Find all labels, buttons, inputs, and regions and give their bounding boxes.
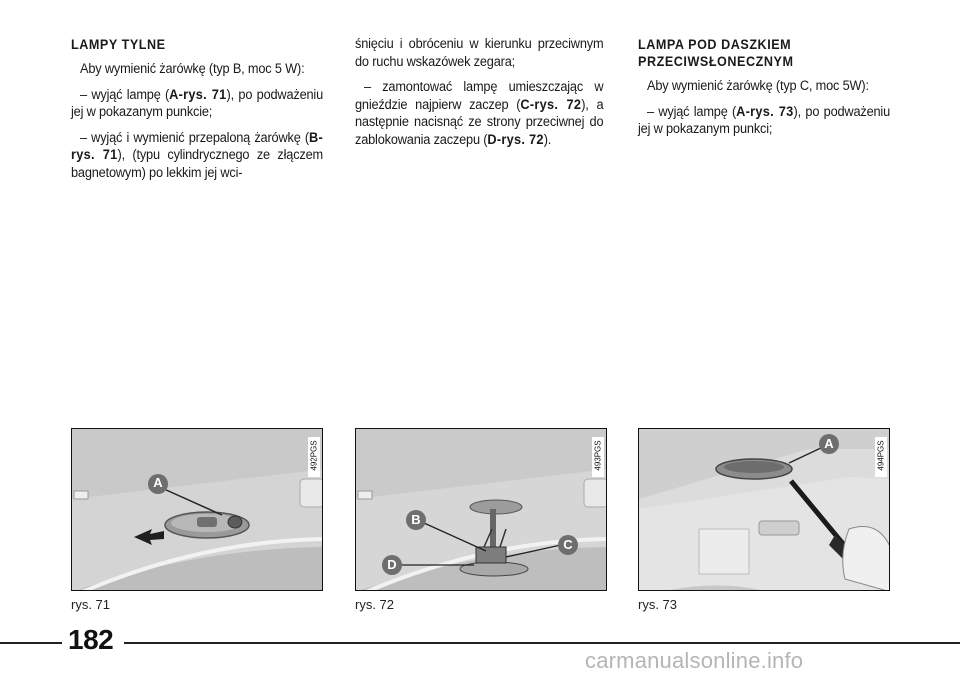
- footer-rule: [0, 642, 62, 644]
- page-number: 182: [68, 624, 114, 655]
- figure-caption: rys. 71: [71, 597, 111, 612]
- figure-code-box: 494PGS: [875, 437, 887, 477]
- text-column-2: [355, 36, 603, 157]
- text-column-3: [638, 36, 890, 147]
- figure-reference: D-rys. 72: [487, 131, 544, 148]
- footer-rule: [124, 642, 960, 644]
- text-column-1: [71, 36, 323, 190]
- section-heading-rear-lamps: LAMPY TYLNE: [71, 36, 166, 52]
- figure-reference: A-rys. 71: [169, 86, 227, 103]
- watermark: carmanualsonline.info: [585, 648, 804, 673]
- paragraph: – zamontować lampę umieszczając w gnieździe najpierw zaczep (C-rys. 72), a następnie nacisnąć ze strony przeciwnej do zablokowania zaczepu (D-rys. 72).: [355, 79, 604, 148]
- callout-label: A: [824, 436, 834, 451]
- callout-label: C: [563, 537, 573, 552]
- figure-caption: rys. 72: [355, 597, 395, 612]
- figure-code-box: 493PGS: [592, 437, 604, 477]
- section-heading-sun-visor-lamp: LAMPA POD DASZKIEM PRZECIWSŁONECZNYM: [638, 36, 794, 69]
- figure-reference: A-rys. 73: [736, 103, 794, 120]
- figure-reference: B-rys. 71: [71, 129, 323, 163]
- figure-71-rear-lamp: [71, 428, 323, 591]
- figure-71-illustration: [72, 429, 323, 591]
- figure-caption: rys. 73: [638, 597, 678, 612]
- figure-72-lamp-assembly: [355, 428, 607, 591]
- figure-reference: C-rys. 72: [520, 96, 582, 113]
- callout-label: B: [411, 512, 421, 527]
- paragraph: Aby wymienić żarówkę (typ B, moc 5 W):: [80, 61, 305, 77]
- paragraph: – wyjąć lampę (A-rys. 73), po podważeniu jej w pokazanym punkci;: [638, 103, 890, 137]
- paragraph: – wyjąć lampę (A-rys. 71), po podważeniu jej w pokazanym punkcie;: [71, 86, 323, 120]
- figure-code-box: 492PGS: [308, 437, 320, 477]
- figure-73-sun-visor-lamp: [638, 428, 890, 591]
- figure-73-illustration: [639, 429, 890, 591]
- paragraph: – wyjąć i wymienić przepaloną żarówkę (B-rys. 71), (typu cylindrycznego ze złączem bagnetowym) po lekkim jej wci-: [71, 129, 323, 181]
- callout-label: D: [387, 557, 397, 572]
- paragraph: Aby wymienić żarówkę (typ C, moc 5W):: [647, 78, 869, 94]
- callout-label: A: [153, 475, 163, 490]
- paragraph: śnięciu i obróceniu w kierunku przeciwnym do ruchu wskazówek zegara;: [355, 36, 604, 70]
